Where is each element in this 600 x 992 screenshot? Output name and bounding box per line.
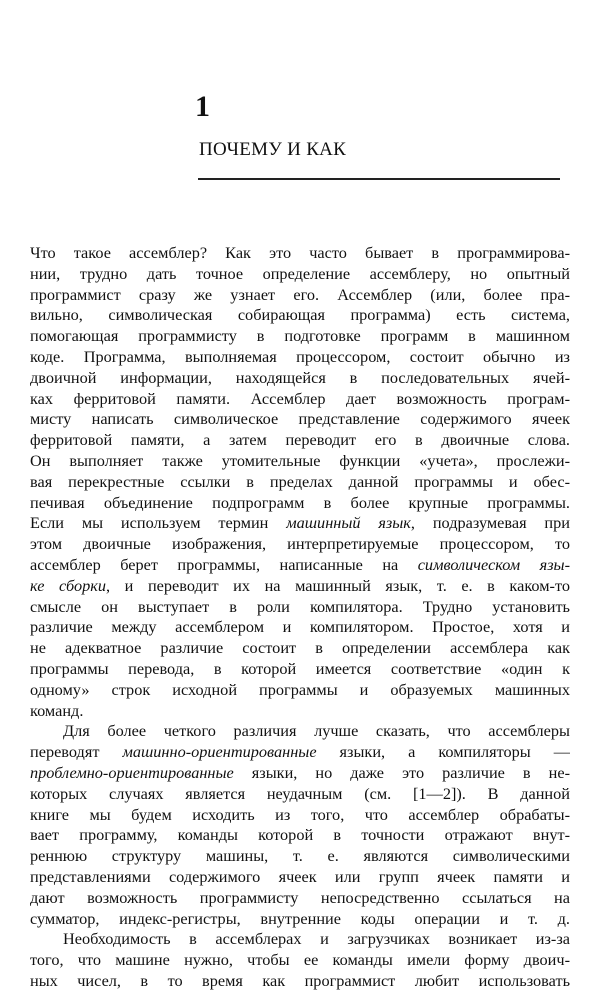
text-line bbox=[30, 929, 570, 950]
text-segment: Необходимость в ассемблерах и загрузчиках возникает из-за bbox=[63, 929, 570, 949]
text-line bbox=[30, 513, 570, 534]
text-line bbox=[30, 909, 570, 930]
text-line bbox=[30, 825, 570, 846]
text-segment: команд. bbox=[30, 700, 84, 720]
text-segment: двоичной информации, находящейся в последовательных ячей- bbox=[30, 367, 570, 387]
text-line bbox=[30, 763, 570, 784]
text-line bbox=[30, 534, 570, 555]
text-segment: переводят bbox=[30, 742, 123, 762]
italic-term: проблемно-ориентированные bbox=[30, 762, 234, 782]
text-segment: ферритовой памяти, а затем переводит его в двоичные слова. bbox=[30, 430, 570, 450]
text-segment: программы перевода, в которой имеется соответствие «один к bbox=[30, 658, 570, 678]
italic-term: ке сборки bbox=[30, 575, 107, 595]
text-line bbox=[30, 846, 570, 867]
text-segment: реннюю структуру машины, т. е. являются символическими bbox=[30, 846, 570, 866]
text-line bbox=[30, 950, 570, 971]
text-segment: ных чисел, в то время как программист любит использовать bbox=[30, 970, 570, 990]
text-line bbox=[30, 784, 570, 805]
text-line bbox=[30, 305, 570, 326]
text-segment: коде. Программа, выполняемая процессором, состоит обычно из bbox=[30, 346, 570, 366]
text-line bbox=[30, 597, 570, 618]
text-line bbox=[30, 430, 570, 451]
text-line bbox=[30, 285, 570, 306]
chapter-number: 1 bbox=[195, 90, 210, 123]
text-line bbox=[30, 805, 570, 826]
text-line bbox=[30, 742, 570, 763]
text-line bbox=[30, 451, 570, 472]
text-line bbox=[30, 389, 570, 410]
text-segment: вая перекрестные ссылки в пределах данной программы и обес- bbox=[30, 471, 570, 491]
body-text bbox=[30, 243, 570, 992]
chapter-title: ПОЧЕМУ И КАК bbox=[199, 139, 347, 160]
text-line bbox=[30, 555, 570, 576]
text-line bbox=[30, 264, 570, 285]
text-segment: книге мы будем исходить из того, что ассемблер обрабаты- bbox=[30, 804, 570, 824]
text-segment: вильно, символическая собирающая программа) есть система, bbox=[30, 305, 570, 325]
text-segment: мисту написать символическое представление содержимого ячеек bbox=[30, 409, 570, 429]
text-segment: Для более четкого различия лучше сказать, что ассемблеры bbox=[63, 721, 570, 741]
text-segment: нии, трудно дать точное определение ассемблеру, но опытный bbox=[30, 263, 570, 283]
text-line bbox=[30, 243, 570, 264]
text-segment: помогающая программисту в подготовке программ в машинном bbox=[30, 326, 570, 346]
text-segment: различие между ассемблером и компилятором. Простое, хотя и bbox=[30, 617, 570, 637]
text-segment: которых случаях является неудачным (см. [1—2]). В данной bbox=[30, 783, 570, 803]
text-line bbox=[30, 971, 570, 992]
text-line bbox=[30, 326, 570, 347]
text-segment: печивая объединение подпрограмм в более крупные программы. bbox=[30, 492, 570, 512]
text-line bbox=[30, 493, 570, 514]
text-segment: , и переводит их на машинный язык, т. е. в каком-то bbox=[106, 575, 570, 595]
text-line bbox=[30, 347, 570, 368]
text-segment: вает программу, команды которой в точности отражают внут- bbox=[30, 825, 570, 845]
text-line bbox=[30, 721, 570, 742]
text-line bbox=[30, 576, 570, 597]
text-line bbox=[30, 409, 570, 430]
text-segment: языки, а компиляторы — bbox=[316, 742, 570, 762]
text-segment: одному» строк исходной программы и образуемых машинных bbox=[30, 679, 570, 699]
text-line bbox=[30, 659, 570, 680]
text-line bbox=[30, 368, 570, 389]
text-line bbox=[30, 867, 570, 888]
text-segment: смысле он выступает в роли компилятора. Трудно установить bbox=[30, 596, 570, 616]
italic-term: машинный язык bbox=[286, 513, 411, 533]
text-segment: того, что машине нужно, чтобы ее команды имели форму двоич- bbox=[30, 950, 570, 970]
text-segment: , подразумевая при bbox=[410, 513, 570, 533]
text-segment: Если мы используем термин bbox=[30, 513, 287, 533]
text-segment: этом двоичные изображения, интерпретируемые процессором, то bbox=[30, 534, 570, 554]
text-line bbox=[30, 680, 570, 701]
text-segment: дают возможность программисту непосредственно ссылаться на bbox=[30, 887, 570, 907]
text-segment: сумматор, индекс-регистры, внутренние коды операции и т. д. bbox=[30, 908, 570, 928]
text-segment: Что такое ассемблер? Как это часто бывает в программирова- bbox=[30, 243, 570, 262]
text-segment: языки, но даже это различие в не- bbox=[233, 762, 570, 782]
text-segment: ках ферритовой памяти. Ассемблер дает возможность програм- bbox=[30, 388, 570, 408]
italic-term: символическом язы- bbox=[417, 554, 570, 574]
text-line bbox=[30, 472, 570, 493]
text-line bbox=[30, 638, 570, 659]
text-line bbox=[30, 888, 570, 909]
text-segment: ассемблер берет программы, написанные на bbox=[30, 554, 418, 574]
text-line bbox=[30, 617, 570, 638]
text-segment: Он выполняет также утомительные функции «учета», прослежи- bbox=[30, 450, 570, 470]
text-segment: представлениями содержимого ячеек или групп ячеек памяти и bbox=[30, 866, 570, 886]
text-segment: программист сразу же узнает его. Ассемблер (или, более пра- bbox=[30, 284, 570, 304]
text-segment: не адекватное различие состоит в определении ассемблера как bbox=[30, 638, 570, 658]
title-rule bbox=[198, 178, 560, 180]
italic-term: машинно-ориентированные bbox=[122, 742, 317, 762]
text-line bbox=[30, 701, 570, 722]
